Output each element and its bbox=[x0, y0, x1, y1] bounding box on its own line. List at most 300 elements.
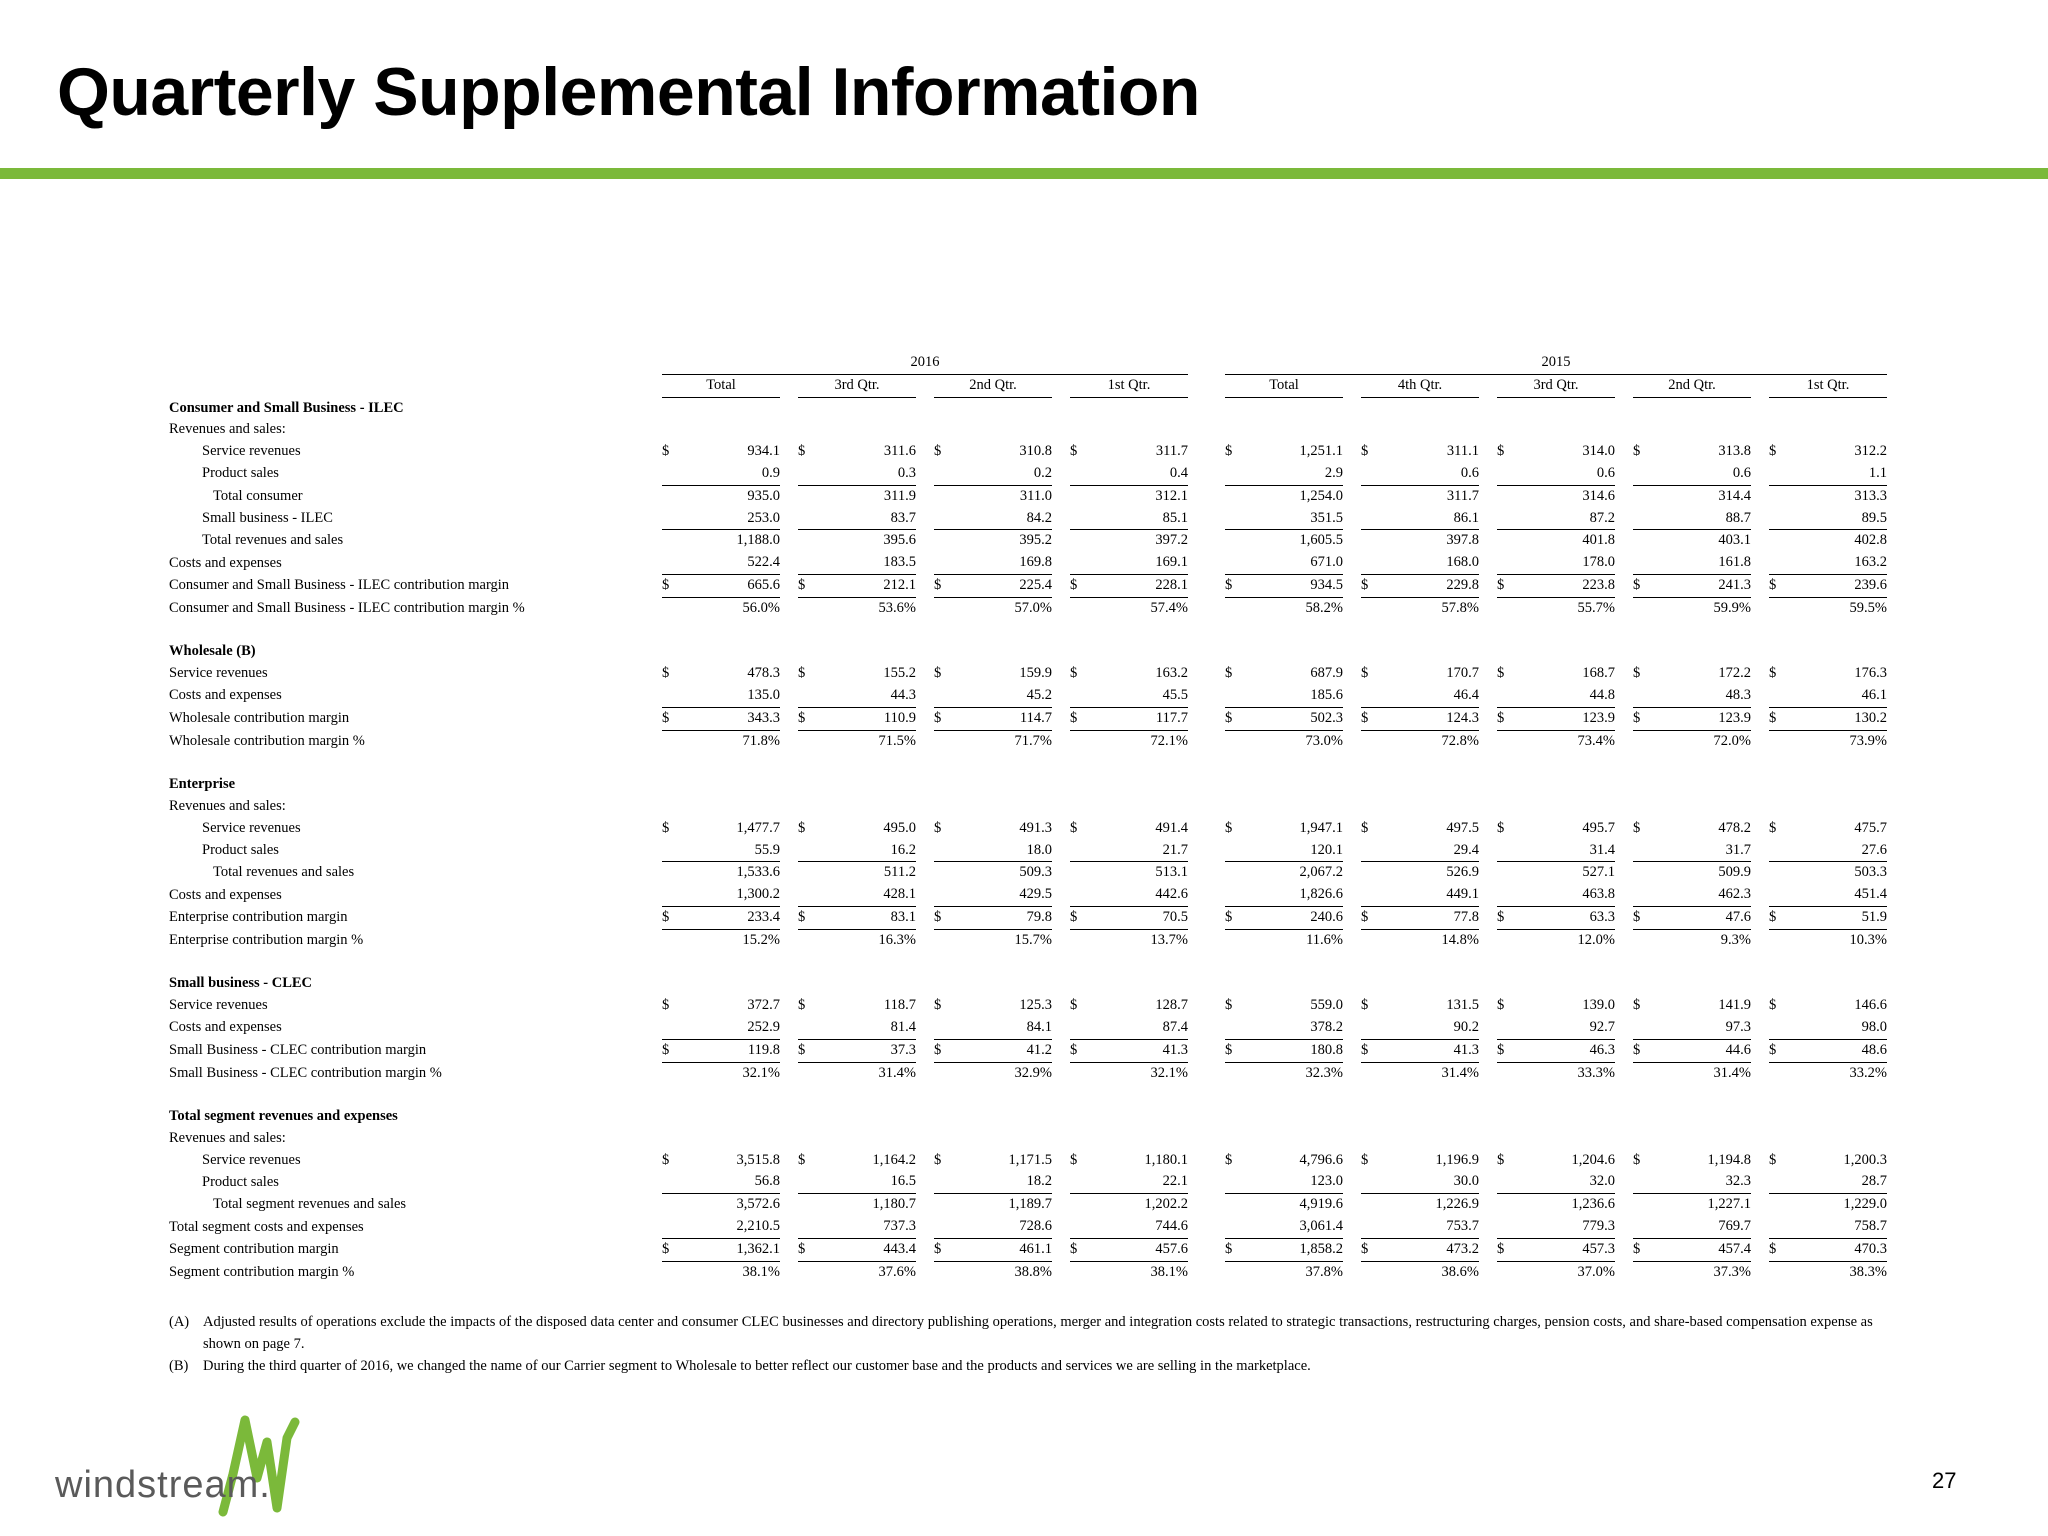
cell-value: 311.1 bbox=[1446, 443, 1479, 460]
currency-symbol: $ bbox=[1769, 443, 1777, 460]
year-2015-header: 2015 bbox=[1225, 352, 1887, 374]
cell-value: 31.4 bbox=[1515, 840, 1615, 862]
currency-symbol: $ bbox=[798, 665, 806, 682]
currency-symbol: $ bbox=[934, 574, 952, 597]
cell-value: 351.5 bbox=[1243, 508, 1343, 530]
windstream-logo bbox=[55, 1412, 305, 1527]
section-header: Small business - CLEC bbox=[169, 975, 313, 992]
cell-value: 124.3 bbox=[1379, 707, 1479, 730]
currency-symbol: $ bbox=[934, 906, 952, 929]
currency-symbol: $ bbox=[1070, 819, 1078, 836]
cell-value: 1,200.3 bbox=[1843, 1151, 1887, 1168]
cell-value: 21.7 bbox=[1088, 840, 1188, 862]
row-label: Segment contribution margin % bbox=[169, 1263, 355, 1280]
cell-value: 114.7 bbox=[952, 707, 1052, 730]
cell-value: 77.8 bbox=[1379, 906, 1479, 929]
cell-value: 178.0 bbox=[1515, 552, 1615, 574]
cell-value: 1,858.2 bbox=[1243, 1238, 1343, 1261]
currency-symbol: $ bbox=[798, 819, 806, 836]
cell-value: 513.1 bbox=[1155, 864, 1188, 881]
cell-value: 183.5 bbox=[816, 552, 916, 574]
cell-value: 378.2 bbox=[1243, 1017, 1343, 1039]
cell-value: 935.0 bbox=[747, 487, 780, 504]
cell-value: 32.9% bbox=[1014, 1064, 1052, 1081]
row-label: Costs and expenses bbox=[169, 886, 282, 903]
cell-value: 475.7 bbox=[1854, 819, 1887, 836]
cell-value: 16.2 bbox=[816, 840, 916, 862]
cell-value: 31.4% bbox=[1713, 1064, 1751, 1081]
cell-value: 495.7 bbox=[1582, 819, 1615, 836]
cell-value: 41.3 bbox=[1088, 1039, 1188, 1062]
cell-value: 1,171.5 bbox=[1008, 1151, 1052, 1168]
currency-symbol: $ bbox=[1361, 1039, 1379, 1062]
cell-value: 55.9 bbox=[680, 840, 780, 862]
cell-value: 1,533.6 bbox=[736, 864, 780, 881]
cell-value: 27.6 bbox=[1787, 840, 1887, 862]
table-row bbox=[169, 530, 1887, 552]
cell-value: 495.0 bbox=[883, 819, 916, 836]
cell-value: 665.6 bbox=[680, 574, 780, 597]
cell-value: 176.3 bbox=[1854, 665, 1887, 682]
cell-value: 16.5 bbox=[816, 1171, 916, 1193]
cell-value: 212.1 bbox=[816, 574, 916, 597]
cell-value: 1,188.0 bbox=[736, 532, 780, 549]
footnote-marker: (B) bbox=[169, 1358, 189, 1374]
table-row bbox=[169, 1106, 1887, 1128]
cell-value: 10.3% bbox=[1849, 931, 1887, 948]
column-header: Total bbox=[662, 374, 780, 397]
cell-value: 403.1 bbox=[1718, 532, 1751, 549]
cell-value: 28.7 bbox=[1787, 1171, 1887, 1193]
cell-value: 38.1% bbox=[1150, 1263, 1188, 1280]
table-row bbox=[169, 1238, 1887, 1261]
cell-value: 1,189.7 bbox=[1008, 1196, 1052, 1213]
cell-value: 559.0 bbox=[1310, 997, 1343, 1014]
cell-value: 180.8 bbox=[1243, 1039, 1343, 1062]
cell-value: 38.8% bbox=[1014, 1263, 1052, 1280]
row-label: Wholesale contribution margin bbox=[169, 710, 350, 727]
table-row bbox=[169, 397, 1887, 419]
cell-value: 509.3 bbox=[1019, 864, 1052, 881]
table-row bbox=[169, 1062, 1887, 1084]
currency-symbol: $ bbox=[1070, 997, 1078, 1014]
table-row bbox=[169, 1017, 1887, 1039]
row-label: Enterprise contribution margin bbox=[169, 909, 348, 926]
cell-value: 32.3 bbox=[1651, 1171, 1751, 1193]
currency-symbol: $ bbox=[1497, 819, 1505, 836]
cell-value: 1,180.1 bbox=[1144, 1151, 1188, 1168]
cell-value: 32.1% bbox=[742, 1064, 780, 1081]
cell-value: 88.7 bbox=[1651, 508, 1751, 530]
cell-value: 119.8 bbox=[680, 1039, 780, 1062]
row-label: Revenues and sales: bbox=[169, 1129, 286, 1146]
column-header-row bbox=[169, 374, 1887, 397]
cell-value: 29.4 bbox=[1379, 840, 1479, 862]
row-label: Wholesale contribution margin % bbox=[169, 732, 365, 749]
cell-value: 311.7 bbox=[1155, 443, 1188, 460]
currency-symbol: $ bbox=[798, 1151, 806, 1168]
cell-value: 139.0 bbox=[1582, 997, 1615, 1014]
cell-value: 343.3 bbox=[680, 707, 780, 730]
cell-value: 1,194.8 bbox=[1707, 1151, 1751, 1168]
cell-value: 240.6 bbox=[1243, 906, 1343, 929]
currency-symbol: $ bbox=[1633, 707, 1651, 730]
column-header: 1st Qtr. bbox=[1769, 374, 1887, 397]
cell-value: 1,204.6 bbox=[1571, 1151, 1615, 1168]
cell-value: 1,180.7 bbox=[872, 1196, 916, 1213]
table-row bbox=[169, 1171, 1887, 1193]
currency-symbol: $ bbox=[662, 1039, 680, 1062]
cell-value: 163.2 bbox=[1787, 552, 1887, 574]
cell-value: 239.6 bbox=[1787, 574, 1887, 597]
currency-symbol: $ bbox=[1497, 707, 1515, 730]
currency-symbol: $ bbox=[1225, 906, 1243, 929]
cell-value: 161.8 bbox=[1651, 552, 1751, 574]
cell-value: 31.4% bbox=[878, 1064, 916, 1081]
cell-value: 2,210.5 bbox=[680, 1216, 780, 1238]
currency-symbol: $ bbox=[798, 574, 816, 597]
cell-value: 73.4% bbox=[1577, 732, 1615, 749]
cell-value: 671.0 bbox=[1243, 552, 1343, 574]
cell-value: 123.0 bbox=[1243, 1171, 1343, 1193]
cell-value: 37.8% bbox=[1305, 1263, 1343, 1280]
cell-value: 1,229.0 bbox=[1843, 1196, 1887, 1213]
cell-value: 97.3 bbox=[1651, 1017, 1751, 1039]
currency-symbol: $ bbox=[1633, 906, 1651, 929]
cell-value: 73.9% bbox=[1849, 732, 1887, 749]
cell-value: 44.8 bbox=[1515, 685, 1615, 707]
row-label: Total revenues and sales bbox=[202, 532, 344, 549]
section-header: Consumer and Small Business - ILEC bbox=[169, 399, 404, 416]
cell-value: 59.5% bbox=[1849, 599, 1887, 616]
page-number: 27 bbox=[1932, 1468, 1957, 1493]
cell-value: 53.6% bbox=[878, 599, 916, 616]
cell-value: 241.3 bbox=[1651, 574, 1751, 597]
currency-symbol: $ bbox=[934, 707, 952, 730]
cell-value: 73.0% bbox=[1305, 732, 1343, 749]
cell-value: 92.7 bbox=[1515, 1017, 1615, 1039]
cell-value: 461.1 bbox=[952, 1238, 1052, 1261]
cell-value: 310.8 bbox=[1019, 443, 1052, 460]
row-label: Service revenues bbox=[169, 997, 268, 1014]
row-label: Product sales bbox=[202, 465, 279, 482]
footnote-text: Adjusted results of operations exclude the impacts of the disposed data center and consumer CLEC businesses and directory publishing operations, merger and integration costs related to strategic transactions, restructuring charges, pension costs, and share-based compensation expense as shown on page 7. bbox=[203, 1314, 1873, 1352]
cell-value: 22.1 bbox=[1088, 1171, 1188, 1193]
cell-value: 32.1% bbox=[1150, 1064, 1188, 1081]
cell-value: 170.7 bbox=[1446, 665, 1479, 682]
currency-symbol: $ bbox=[662, 707, 680, 730]
cell-value: 225.4 bbox=[952, 574, 1052, 597]
column-header: 3rd Qtr. bbox=[798, 374, 916, 397]
row-label: Service revenues bbox=[202, 443, 301, 460]
row-label: Small Business - CLEC contribution margin % bbox=[169, 1064, 442, 1081]
cell-value: 70.5 bbox=[1088, 906, 1188, 929]
currency-symbol: $ bbox=[1769, 1151, 1777, 1168]
currency-symbol: $ bbox=[934, 819, 942, 836]
cell-value: 1,477.7 bbox=[736, 819, 780, 836]
cell-value: 81.4 bbox=[816, 1017, 916, 1039]
cell-value: 87.4 bbox=[1088, 1017, 1188, 1039]
table-row bbox=[169, 485, 1887, 507]
currency-symbol: $ bbox=[662, 574, 680, 597]
cell-value: 228.1 bbox=[1088, 574, 1188, 597]
cell-value: 1,254.0 bbox=[1299, 487, 1343, 504]
row-label: Revenues and sales: bbox=[169, 421, 286, 438]
section-header: Enterprise bbox=[169, 776, 236, 793]
row-label: Segment contribution margin bbox=[169, 1241, 339, 1258]
cell-value: 451.4 bbox=[1787, 884, 1887, 906]
cell-value: 15.2% bbox=[742, 931, 780, 948]
cell-value: 172.2 bbox=[1718, 665, 1751, 682]
cell-value: 314.0 bbox=[1582, 443, 1615, 460]
cell-value: 57.0% bbox=[1014, 599, 1052, 616]
cell-value: 1,236.6 bbox=[1571, 1196, 1615, 1213]
currency-symbol: $ bbox=[1225, 1151, 1233, 1168]
spacer-row bbox=[169, 1084, 1887, 1106]
currency-symbol: $ bbox=[1633, 1238, 1651, 1261]
cell-value: 3,515.8 bbox=[736, 1151, 780, 1168]
cell-value: 125.3 bbox=[1019, 997, 1052, 1014]
table-row bbox=[169, 419, 1887, 441]
cell-value: 491.3 bbox=[1019, 819, 1052, 836]
cell-value: 372.7 bbox=[747, 997, 780, 1014]
cell-value: 90.2 bbox=[1379, 1017, 1479, 1039]
currency-symbol: $ bbox=[1497, 574, 1515, 597]
row-label: Small Business - CLEC contribution margin bbox=[169, 1042, 427, 1059]
page-title: Quarterly Supplemental Information bbox=[57, 54, 1200, 130]
currency-symbol: $ bbox=[1633, 997, 1641, 1014]
cell-value: 18.0 bbox=[952, 840, 1052, 862]
cell-value: 9.3% bbox=[1720, 931, 1751, 948]
table-row bbox=[169, 597, 1887, 619]
cell-value: 511.2 bbox=[883, 864, 916, 881]
cell-value: 130.2 bbox=[1787, 707, 1887, 730]
cell-value: 41.2 bbox=[952, 1039, 1052, 1062]
cell-value: 169.1 bbox=[1088, 552, 1188, 574]
cell-value: 737.3 bbox=[816, 1216, 916, 1238]
supplemental-table bbox=[169, 352, 1887, 1283]
cell-value: 44.3 bbox=[816, 685, 916, 707]
cell-value: 185.6 bbox=[1243, 685, 1343, 707]
cell-value: 16.3% bbox=[878, 931, 916, 948]
currency-symbol: $ bbox=[1633, 819, 1641, 836]
currency-symbol: $ bbox=[1769, 1238, 1787, 1261]
currency-symbol: $ bbox=[1225, 1039, 1243, 1062]
cell-value: 131.5 bbox=[1446, 997, 1479, 1014]
cell-value: 311.6 bbox=[883, 443, 916, 460]
cell-value: 457.3 bbox=[1515, 1238, 1615, 1261]
cell-value: 30.0 bbox=[1379, 1171, 1479, 1193]
currency-symbol: $ bbox=[1361, 665, 1369, 682]
row-label: Costs and expenses bbox=[169, 554, 282, 571]
cell-value: 509.9 bbox=[1718, 864, 1751, 881]
cell-value: 1,826.6 bbox=[1243, 884, 1343, 906]
cell-value: 135.0 bbox=[680, 685, 780, 707]
cell-value: 457.6 bbox=[1088, 1238, 1188, 1261]
currency-symbol: $ bbox=[1497, 665, 1505, 682]
currency-symbol: $ bbox=[662, 819, 670, 836]
currency-symbol: $ bbox=[934, 1238, 952, 1261]
cell-value: 470.3 bbox=[1787, 1238, 1887, 1261]
cell-value: 1,605.5 bbox=[1299, 532, 1343, 549]
column-header: 3rd Qtr. bbox=[1497, 374, 1615, 397]
currency-symbol: $ bbox=[1361, 443, 1369, 460]
currency-symbol: $ bbox=[662, 443, 670, 460]
currency-symbol: $ bbox=[1497, 1039, 1515, 1062]
year-2016-header: 2016 bbox=[662, 352, 1188, 374]
cell-value: 0.3 bbox=[816, 463, 916, 485]
cell-value: 168.0 bbox=[1379, 552, 1479, 574]
cell-value: 233.4 bbox=[680, 906, 780, 929]
footnote-text: During the third quarter of 2016, we changed the name of our Carrier segment to Wholesale to better reflect our customer base and the products and services we are selling in the marketplace. bbox=[203, 1358, 1311, 1374]
cell-value: 45.2 bbox=[952, 685, 1052, 707]
cell-value: 1,227.1 bbox=[1707, 1196, 1751, 1213]
cell-value: 753.7 bbox=[1379, 1216, 1479, 1238]
currency-symbol: $ bbox=[1225, 1238, 1243, 1261]
table-row bbox=[169, 552, 1887, 574]
cell-value: 11.6% bbox=[1306, 931, 1343, 948]
cell-value: 51.9 bbox=[1787, 906, 1887, 929]
table-row bbox=[169, 818, 1887, 840]
cell-value: 497.5 bbox=[1446, 819, 1479, 836]
cell-value: 2,067.2 bbox=[1299, 864, 1343, 881]
table-row bbox=[169, 1216, 1887, 1238]
table-row bbox=[169, 1150, 1887, 1172]
cell-value: 1,947.1 bbox=[1299, 819, 1343, 836]
cell-value: 397.8 bbox=[1446, 532, 1479, 549]
currency-symbol: $ bbox=[1225, 574, 1243, 597]
currency-symbol: $ bbox=[1633, 574, 1651, 597]
cell-value: 1.1 bbox=[1787, 463, 1887, 485]
table-row bbox=[169, 1128, 1887, 1150]
currency-symbol: $ bbox=[662, 665, 670, 682]
table-row bbox=[169, 906, 1887, 929]
currency-symbol: $ bbox=[662, 997, 670, 1014]
currency-symbol: $ bbox=[1070, 906, 1088, 929]
cell-value: 146.6 bbox=[1854, 997, 1887, 1014]
cell-value: 63.3 bbox=[1515, 906, 1615, 929]
cell-value: 0.6 bbox=[1515, 463, 1615, 485]
row-label: Product sales bbox=[202, 1173, 279, 1190]
section-header: Wholesale (B) bbox=[169, 643, 256, 660]
cell-value: 311.9 bbox=[883, 487, 916, 504]
currency-symbol: $ bbox=[1769, 906, 1787, 929]
currency-symbol: $ bbox=[1769, 707, 1787, 730]
currency-symbol: $ bbox=[798, 443, 806, 460]
cell-value: 457.4 bbox=[1651, 1238, 1751, 1261]
cell-value: 32.0 bbox=[1515, 1171, 1615, 1193]
cell-value: 1,362.1 bbox=[680, 1238, 780, 1261]
cell-value: 38.6% bbox=[1441, 1263, 1479, 1280]
cell-value: 83.7 bbox=[816, 508, 916, 530]
cell-value: 123.9 bbox=[1515, 707, 1615, 730]
currency-symbol: $ bbox=[1225, 665, 1233, 682]
currency-symbol: $ bbox=[1633, 665, 1641, 682]
currency-symbol: $ bbox=[934, 1039, 952, 1062]
cell-value: 401.8 bbox=[1582, 532, 1615, 549]
table-row bbox=[169, 508, 1887, 530]
cell-value: 395.6 bbox=[883, 532, 916, 549]
cell-value: 397.2 bbox=[1155, 532, 1188, 549]
footnote bbox=[169, 1311, 1879, 1355]
currency-symbol: $ bbox=[798, 997, 806, 1014]
cell-value: 12.0% bbox=[1577, 931, 1615, 948]
cell-value: 4,919.6 bbox=[1299, 1196, 1343, 1213]
cell-value: 56.8 bbox=[680, 1171, 780, 1193]
currency-symbol: $ bbox=[798, 906, 816, 929]
table-row bbox=[169, 463, 1887, 485]
cell-value: 4,796.6 bbox=[1299, 1151, 1343, 1168]
cell-value: 1,300.2 bbox=[680, 884, 780, 906]
cell-value: 123.9 bbox=[1651, 707, 1751, 730]
cell-value: 120.1 bbox=[1243, 840, 1343, 862]
cell-value: 2.9 bbox=[1243, 463, 1343, 485]
cell-value: 117.7 bbox=[1088, 707, 1188, 730]
table-row bbox=[169, 862, 1887, 884]
cell-value: 1,251.1 bbox=[1299, 443, 1343, 460]
currency-symbol: $ bbox=[934, 1151, 942, 1168]
table-row bbox=[169, 1261, 1887, 1283]
currency-symbol: $ bbox=[1361, 906, 1379, 929]
cell-value: 311.7 bbox=[1446, 487, 1479, 504]
cell-value: 522.4 bbox=[680, 552, 780, 574]
currency-symbol: $ bbox=[1769, 574, 1787, 597]
cell-value: 312.2 bbox=[1854, 443, 1887, 460]
currency-symbol: $ bbox=[1497, 997, 1505, 1014]
column-header: 1st Qtr. bbox=[1070, 374, 1188, 397]
currency-symbol: $ bbox=[1225, 443, 1233, 460]
cell-value: 779.3 bbox=[1515, 1216, 1615, 1238]
table-row bbox=[169, 574, 1887, 597]
cell-value: 526.9 bbox=[1446, 864, 1479, 881]
currency-symbol: $ bbox=[1633, 1151, 1641, 1168]
currency-symbol: $ bbox=[798, 1039, 816, 1062]
cell-value: 84.1 bbox=[952, 1017, 1052, 1039]
cell-value: 110.9 bbox=[816, 707, 916, 730]
cell-value: 1,226.9 bbox=[1435, 1196, 1479, 1213]
cell-value: 32.3% bbox=[1305, 1064, 1343, 1081]
cell-value: 71.8% bbox=[742, 732, 780, 749]
row-label: Service revenues bbox=[169, 665, 268, 682]
row-label: Enterprise contribution margin % bbox=[169, 931, 364, 948]
footnote bbox=[169, 1355, 1879, 1377]
currency-symbol: $ bbox=[662, 906, 680, 929]
cell-value: 0.9 bbox=[680, 463, 780, 485]
cell-value: 168.7 bbox=[1582, 665, 1615, 682]
cell-value: 38.1% bbox=[742, 1263, 780, 1280]
cell-value: 1,202.2 bbox=[1144, 1196, 1188, 1213]
table-row bbox=[169, 796, 1887, 818]
table-row bbox=[169, 730, 1887, 752]
cell-value: 83.1 bbox=[816, 906, 916, 929]
cell-value: 478.2 bbox=[1718, 819, 1751, 836]
cell-value: 44.6 bbox=[1651, 1039, 1751, 1062]
currency-symbol: $ bbox=[1769, 665, 1777, 682]
logo-wordmark: windstream. bbox=[55, 1464, 271, 1506]
currency-symbol: $ bbox=[662, 1238, 680, 1261]
cell-value: 687.9 bbox=[1310, 665, 1343, 682]
cell-value: 71.7% bbox=[1014, 732, 1052, 749]
cell-value: 33.3% bbox=[1577, 1064, 1615, 1081]
cell-value: 163.2 bbox=[1155, 665, 1188, 682]
cell-value: 0.6 bbox=[1651, 463, 1751, 485]
cell-value: 85.1 bbox=[1088, 508, 1188, 530]
cell-value: 462.3 bbox=[1651, 884, 1751, 906]
column-header: Total bbox=[1225, 374, 1343, 397]
cell-value: 128.7 bbox=[1155, 997, 1188, 1014]
currency-symbol: $ bbox=[1070, 1238, 1088, 1261]
cell-value: 3,061.4 bbox=[1243, 1216, 1343, 1238]
